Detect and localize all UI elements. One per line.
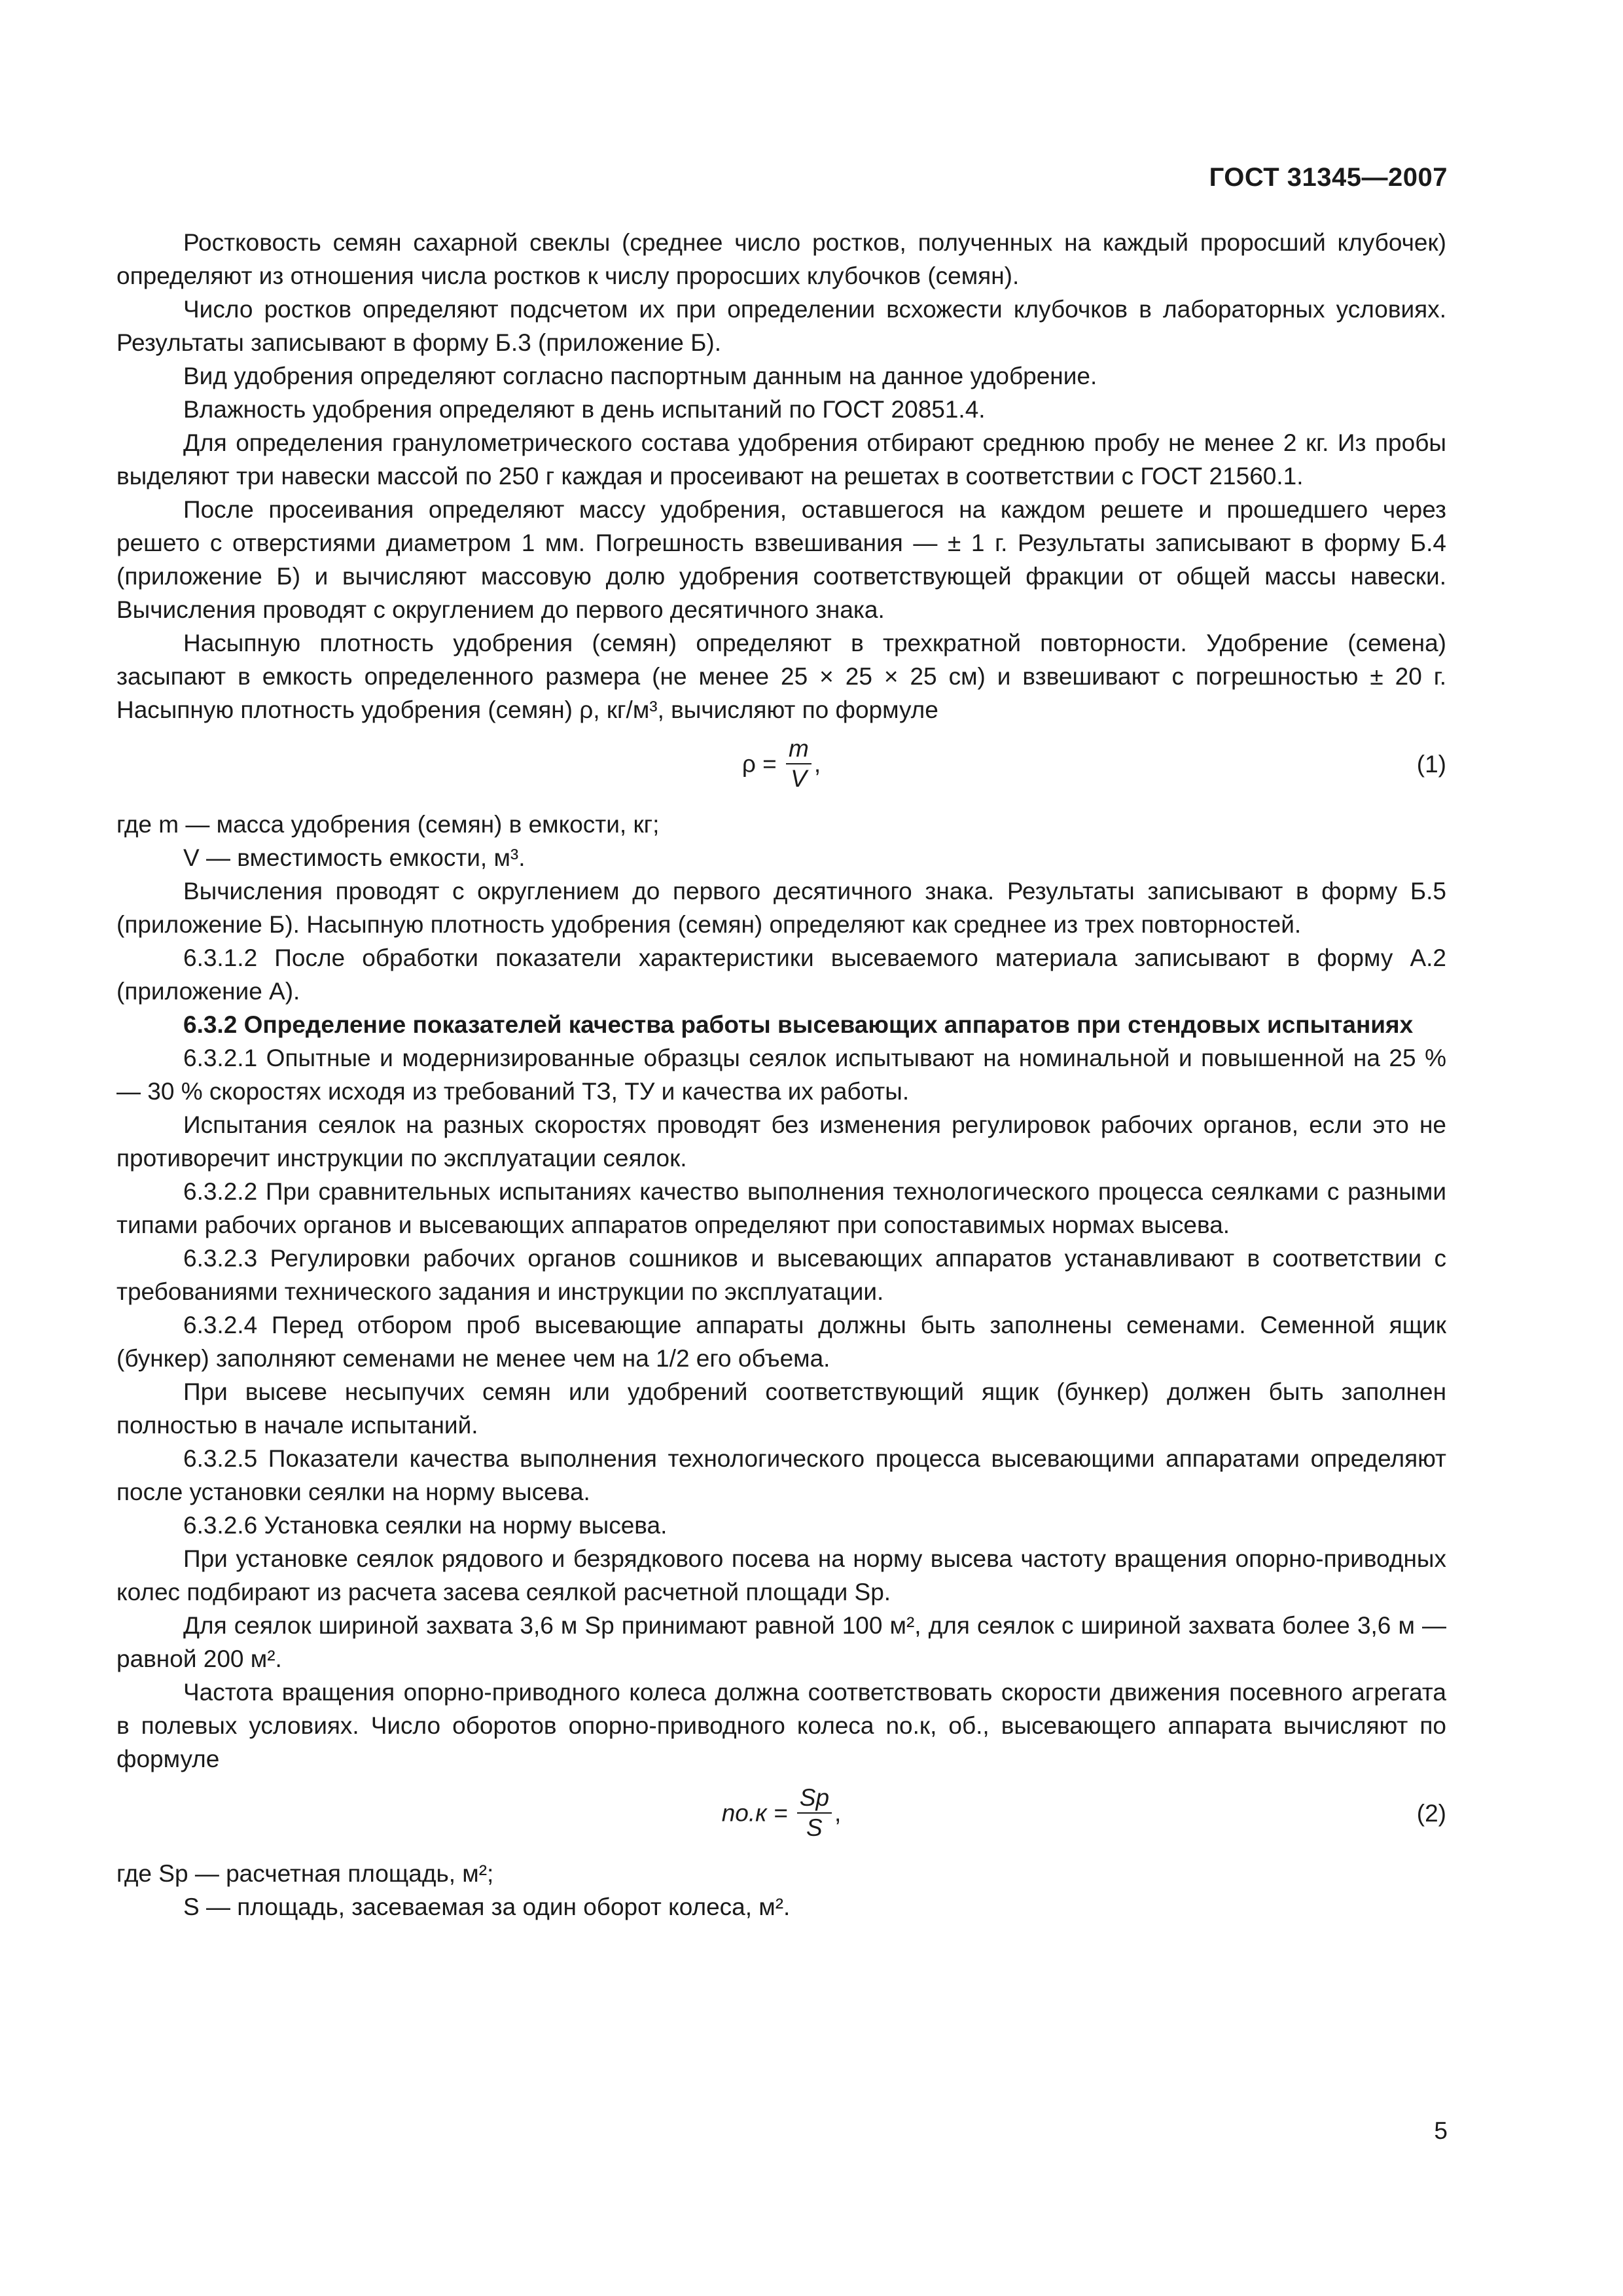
- paragraph-where-sp: где Sр — расчетная площадь, м²;: [116, 1860, 494, 1887]
- paragraph-6-3-2-5: 6.3.2.5 Показатели качества выполнения технологического процесса высевающими аппаратами определяют после установки сеялки на норму высева.: [116, 1445, 1446, 1505]
- formula-1-denominator: V: [791, 765, 807, 792]
- paragraph-width-area: Для сеялок шириной захвата 3,6 м Sр принимают равной 100 м², для сеялок с шириной захвата более 3,6 м — равной 200 м².: [116, 1612, 1446, 1672]
- page-number: 5: [1434, 2117, 1448, 2144]
- formula-1-expression: [116, 734, 1446, 793]
- paragraph-sieving: После просеивания определяют массу удобрения, оставшегося на каждом решете и прошедшего через решето с отверстиями диаметром 1 мм. Погрешность взвешивания — ± 1 г. Результаты записывают в форму Б.4 (приложение Б) и вычисляют массовую долю удобрения соответствующей фракции от общей массы навески. Вычисления проводят с округлением до первого десятичного знака.: [116, 496, 1446, 623]
- paragraph-bulk-density: Насыпную плотность удобрения (семян) определяют в трехкратной повторности. Удобрение (семена) засыпают в емкость определенного размера (не менее 25 × 25 × 25 см) и взвешивают с погрешностью ± 20 г. Насыпную плотность удобрения (семян) ρ, кг/м³, вычисляют по формуле: [116, 630, 1446, 723]
- formula-2-numerator: Sр: [797, 1784, 832, 1814]
- formula-1-numerator: m: [786, 734, 812, 764]
- paragraph-non-flowing-seeds: При высеве несыпучих семян или удобрений соответствующий ящик (бункер) должен быть заполнен полностью в начале испытаний.: [116, 1378, 1446, 1439]
- formula-1: [116, 729, 1446, 802]
- paragraph-where-m: где m — масса удобрения (семян) в емкости, кг;: [116, 811, 660, 838]
- paragraph-fertilizer-type: Вид удобрения определяют согласно паспортным данным на данное удобрение.: [183, 363, 1097, 389]
- formula-1-number: (1): [1416, 751, 1446, 778]
- paragraph-6-3-2-6: 6.3.2.6 Установка сеялки на норму высева.: [183, 1512, 668, 1539]
- paragraph-where-v: V — вместимость емкости, м³.: [183, 844, 526, 871]
- formula-2-number: (2): [1416, 1800, 1446, 1827]
- paragraph-sprouting: Ростковость семян сахарной свеклы (среднее число ростков, полученных на каждый проросший клубочек) определяют из отношения числа ростков к числу проросших клубочков (семян).: [116, 229, 1446, 289]
- paragraph-6-3-2-1: 6.3.2.1 Опытные и модернизированные образцы сеялок испытывают на номинальной и повышенной на 25 % — 30 % скоростях исходя из требований ТЗ, ТУ и качества их работы.: [116, 1045, 1446, 1105]
- document-code-header: ГОСТ 31345—2007: [1209, 163, 1448, 192]
- paragraph-6-3-2-2: 6.3.2.2 При сравнительных испытаниях качество выполнения технологического процесса сеялками с разными типами рабочих органов и высевающих аппаратов определяют при сопоставимых нормах высева.: [116, 1178, 1446, 1238]
- formula-2-lhs: nо.к =: [721, 1799, 788, 1827]
- paragraph-6-3-2-3: 6.3.2.3 Регулировки рабочих органов сошников и высевающих аппаратов устанавливают в соответствии с требованиями технического задания и инструкции по эксплуатации.: [116, 1245, 1446, 1305]
- paragraph-wheel-rotation: Частота вращения опорно-приводного колеса должна соответствовать скорости движения посевного агрегата в полевых условиях. Число оборотов опорно-приводного колеса nо.к, об., высевающего аппарата вычисляют по формуле: [116, 1679, 1446, 1772]
- paragraph-sprout-count: Число ростков определяют подсчетом их при определении всхожести клубочков в лабораторных условиях. Результаты записывают в форму Б.3 (приложение Б).: [116, 296, 1446, 356]
- formula-2-expression: [116, 1784, 1446, 1842]
- formula-2-fraction: [797, 1784, 832, 1842]
- paragraph-calc-rounding: Вычисления проводят с округлением до первого десятичного знака. Результаты записывают в форму Б.5 (приложение Б). Насыпную плотность удобрения (семян) определяют как среднее из трех повторностей.: [116, 878, 1446, 938]
- formula-2: [116, 1778, 1446, 1852]
- document-body: [116, 226, 1446, 1924]
- paragraph-fertilizer-moisture: Влажность удобрения определяют в день испытаний по ГОСТ 20851.4.: [183, 396, 986, 423]
- paragraph-seeding-rate: При установке сеялок рядового и безрядкового посева на норму высева частоту вращения опорно-приводных колес подбирают из расчета засева сеялкой расчетной площади Sр.: [116, 1545, 1446, 1605]
- paragraph-speed-tests: Испытания сеялок на разных скоростях проводят без изменения регулировок рабочих органов, если это не противоречит инструкции по эксплуатации сеялок.: [116, 1111, 1446, 1172]
- section-heading-6-3-2: 6.3.2 Определение показателей качества работы высевающих аппаратов при стендовых испытаниях: [183, 1011, 1414, 1038]
- formula-1-lhs: ρ =: [741, 750, 777, 778]
- paragraph-6-3-2-4: 6.3.2.4 Перед отбором проб высевающие аппараты должны быть заполнены семенами. Семенной ящик (бункер) заполняют семенами не менее чем на 1/2 его объема.: [116, 1312, 1446, 1372]
- formula-2-denominator: S: [806, 1814, 823, 1841]
- paragraph-6-3-1-2: 6.3.1.2 После обработки показатели характеристики высеваемого материала записывают в форму А.2 (приложение А).: [116, 944, 1446, 1005]
- formula-1-fraction: [786, 734, 812, 793]
- formula-2-trail: ,: [834, 1799, 842, 1827]
- paragraph-granulometric: Для определения гранулометрического состава удобрения отбирают среднюю пробу не менее 2 кг. Из пробы выделяют три навески массой по 250 г каждая и просеивают на решетах в соответствии с ГОСТ 21560.1.: [116, 429, 1446, 490]
- formula-1-trail: ,: [813, 750, 821, 778]
- paragraph-where-s: S — площадь, засеваемая за один оборот колеса, м².: [183, 1893, 791, 1920]
